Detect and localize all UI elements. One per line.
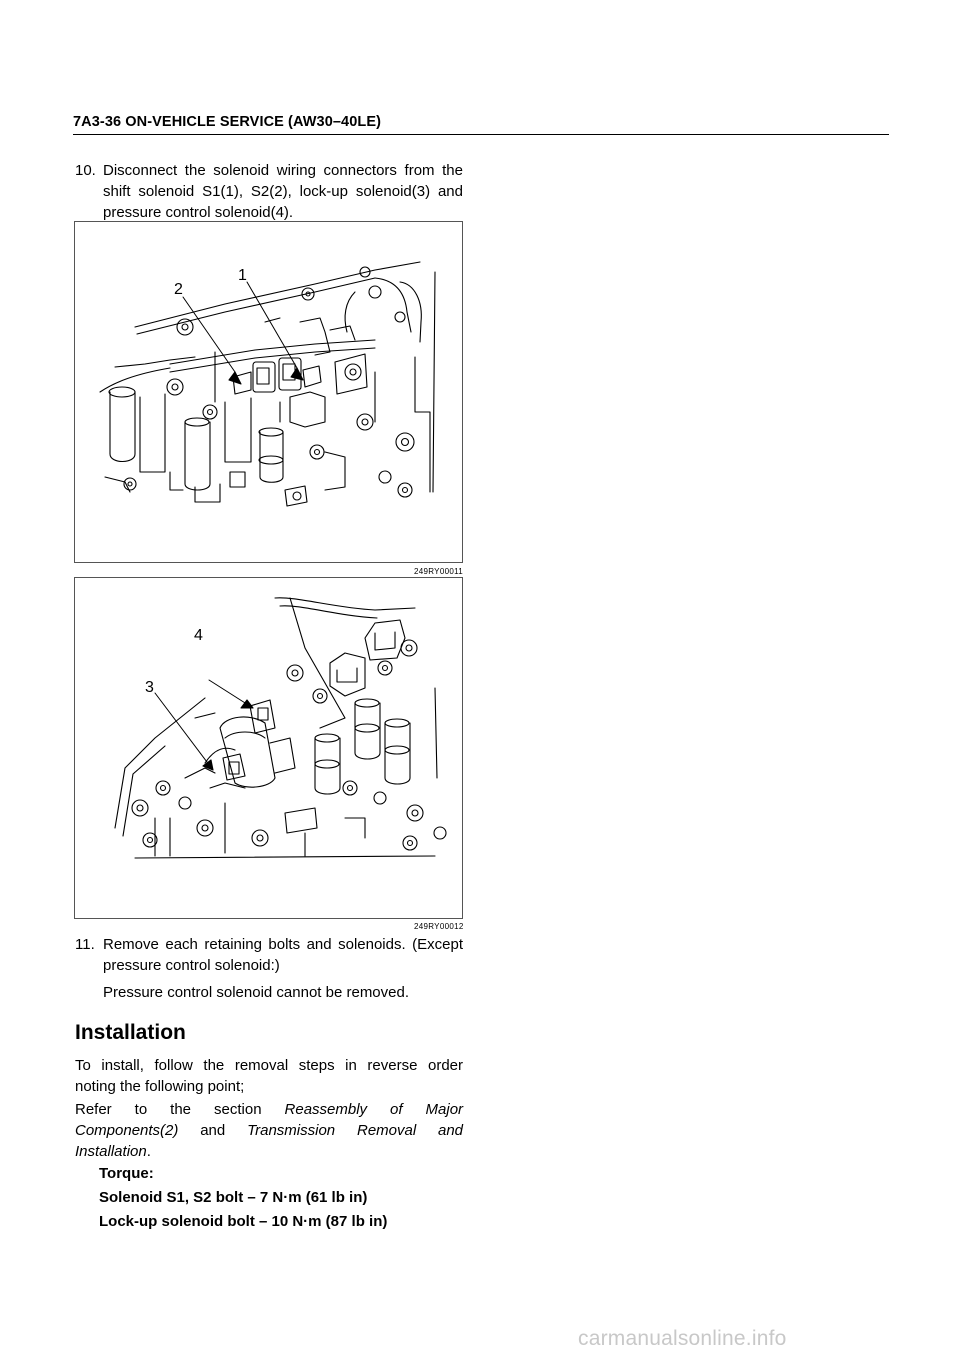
word: . <box>146 1143 151 1160</box>
figure-solenoid-lockup-pressure <box>74 577 463 919</box>
step-text-line: Disconnect the solenoid wiring connectors from the <box>103 162 463 179</box>
torque-label: Torque: <box>99 1165 154 1182</box>
word: and <box>438 1122 464 1139</box>
word: to <box>134 1101 148 1118</box>
torque-spec-lockup-solenoid: Lock-up solenoid bolt – 10 N·m (87 lb in) <box>99 1213 388 1230</box>
watermark: carmanualsonline.info <box>578 1327 787 1350</box>
callout-4: 4 <box>194 627 203 644</box>
paragraph-line <box>75 1099 463 1120</box>
step-10 <box>75 160 463 223</box>
word: of <box>390 1101 403 1118</box>
paragraph-line <box>75 1120 463 1141</box>
section-heading-installation: Installation <box>75 1021 186 1044</box>
word: the <box>170 1101 192 1118</box>
valve-body-illustration-1 <box>75 222 462 562</box>
installation-paragraph-2 <box>75 1099 463 1162</box>
figure-id: 249RY00011 <box>414 567 463 576</box>
step-number: 10. <box>75 162 96 179</box>
link-reassembly: Reassembly <box>284 1101 368 1118</box>
word: Refer <box>75 1101 112 1118</box>
figure-id: 249RY00012 <box>414 922 464 931</box>
word: Major <box>425 1101 464 1118</box>
figure-solenoid-s1-s2 <box>74 221 463 563</box>
paragraph-line: noting the following point; <box>75 1078 245 1095</box>
torque-spec-solenoid-s1-s2: Solenoid S1, S2 bolt – 7 N·m (61 lb in) <box>99 1189 368 1206</box>
page-header <box>73 114 889 135</box>
step-text-line: shift solenoid S1(1), S2(2), lock-up solenoid(3) and <box>103 183 463 200</box>
step-text-line: pressure control solenoid:) <box>103 957 280 974</box>
callout-1: 1 <box>238 267 247 284</box>
word: Components(2) <box>75 1122 179 1139</box>
valve-body-illustration-2 <box>75 578 462 918</box>
step-text-line: pressure control solenoid(4). <box>103 204 294 221</box>
installation-paragraph-1 <box>75 1055 463 1097</box>
page-title: 7A3-36 ON-VEHICLE SERVICE (AW30–40LE) <box>73 114 382 130</box>
word: Installation <box>75 1143 147 1160</box>
callout-3: 3 <box>145 679 154 696</box>
link-transmission-removal: Transmission <box>247 1122 336 1139</box>
word: and <box>200 1122 226 1139</box>
word: section <box>214 1101 262 1118</box>
step-number: 11. <box>75 936 95 953</box>
paragraph-line: To install, follow the removal steps in reverse order <box>75 1057 463 1074</box>
step-11 <box>75 934 463 1003</box>
step-text-line: Pressure control solenoid cannot be removed. <box>103 984 410 1001</box>
step-text-line: Remove each retaining bolts and solenoids. (Except <box>103 936 463 953</box>
word: Removal <box>356 1122 417 1139</box>
callout-2: 2 <box>174 281 183 298</box>
paragraph-line <box>75 1141 463 1162</box>
